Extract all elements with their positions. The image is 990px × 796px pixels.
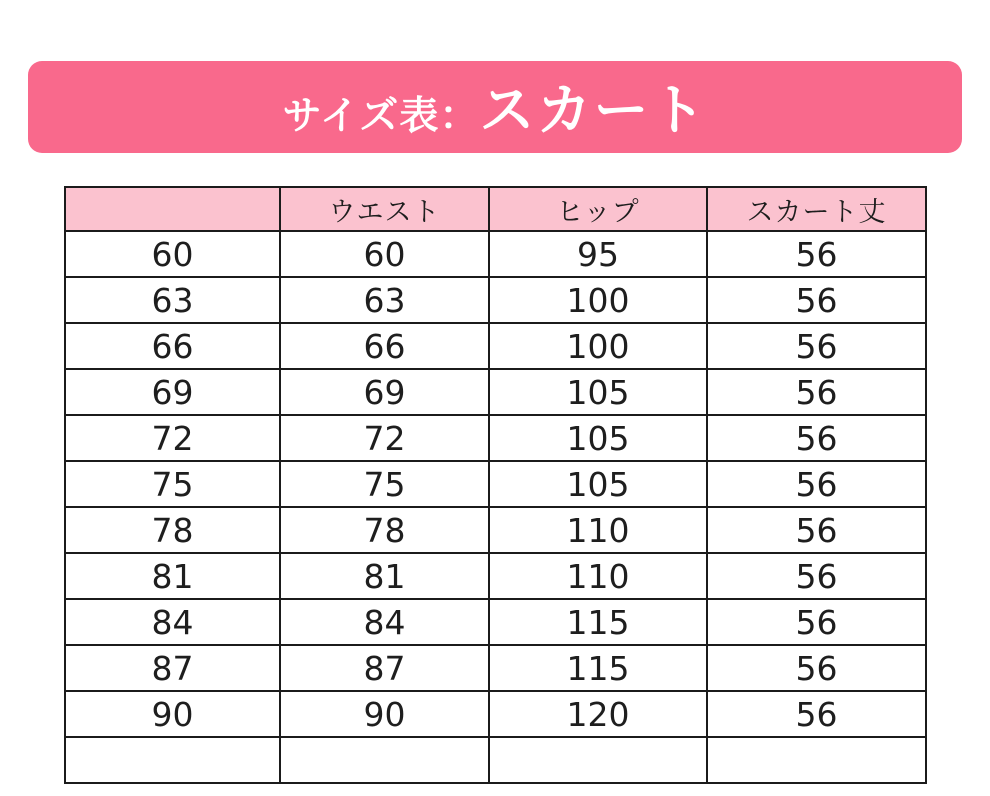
cell-size: 66 <box>65 323 280 369</box>
cell-size: 87 <box>65 645 280 691</box>
cell-skirt-length: 56 <box>707 599 926 645</box>
cell-hip: 120 <box>489 691 707 737</box>
cell-waist: 66 <box>280 323 489 369</box>
table-row <box>65 507 926 553</box>
table-row <box>65 461 926 507</box>
cell-size: 90 <box>65 691 280 737</box>
cell-skirt-length: 56 <box>707 461 926 507</box>
cell-skirt-length: 56 <box>707 231 926 277</box>
cell-size: 63 <box>65 277 280 323</box>
cell-skirt-length: 56 <box>707 507 926 553</box>
table-row <box>65 553 926 599</box>
header-cell-waist: ウエスト <box>280 187 489 231</box>
cell-skirt-length: 56 <box>707 645 926 691</box>
cell-size <box>65 737 280 783</box>
cell-size: 60 <box>65 231 280 277</box>
cell-skirt-length: 56 <box>707 277 926 323</box>
cell-size: 81 <box>65 553 280 599</box>
cell-hip: 115 <box>489 599 707 645</box>
header-cell-skirt-length: スカート丈 <box>707 187 926 231</box>
cell-hip: 115 <box>489 645 707 691</box>
cell-skirt-length: 56 <box>707 415 926 461</box>
cell-size: 69 <box>65 369 280 415</box>
cell-hip: 105 <box>489 415 707 461</box>
table-row <box>65 369 926 415</box>
table-row-empty <box>65 737 926 783</box>
header-row <box>65 187 926 231</box>
cell-hip: 95 <box>489 231 707 277</box>
table-row <box>65 645 926 691</box>
cell-waist: 72 <box>280 415 489 461</box>
page-title-product: スカート <box>479 77 708 142</box>
cell-skirt-length: 56 <box>707 369 926 415</box>
cell-size: 84 <box>65 599 280 645</box>
cell-skirt-length <box>707 737 926 783</box>
cell-size: 75 <box>65 461 280 507</box>
cell-hip <box>489 737 707 783</box>
title-banner <box>28 61 962 153</box>
cell-waist: 63 <box>280 277 489 323</box>
cell-size: 78 <box>65 507 280 553</box>
header-cell-hip: ヒップ <box>489 187 707 231</box>
page-title <box>282 77 708 142</box>
cell-waist: 81 <box>280 553 489 599</box>
cell-hip: 110 <box>489 553 707 599</box>
table-row <box>65 323 926 369</box>
cell-skirt-length: 56 <box>707 553 926 599</box>
cell-waist: 75 <box>280 461 489 507</box>
header-cell-size <box>65 187 280 231</box>
cell-hip: 110 <box>489 507 707 553</box>
page-title-prefix: サイズ表： <box>282 93 480 139</box>
cell-size: 72 <box>65 415 280 461</box>
cell-hip: 105 <box>489 461 707 507</box>
cell-hip: 100 <box>489 277 707 323</box>
cell-hip: 105 <box>489 369 707 415</box>
table-row <box>65 231 926 277</box>
cell-waist: 90 <box>280 691 489 737</box>
cell-waist: 87 <box>280 645 489 691</box>
cell-waist: 84 <box>280 599 489 645</box>
table-row <box>65 691 926 737</box>
cell-waist <box>280 737 489 783</box>
cell-hip: 100 <box>489 323 707 369</box>
cell-waist: 60 <box>280 231 489 277</box>
table-row <box>65 277 926 323</box>
cell-skirt-length: 56 <box>707 691 926 737</box>
cell-waist: 69 <box>280 369 489 415</box>
cell-waist: 78 <box>280 507 489 553</box>
table-row <box>65 415 926 461</box>
cell-skirt-length: 56 <box>707 323 926 369</box>
size-chart-table <box>64 186 927 784</box>
table-row <box>65 599 926 645</box>
